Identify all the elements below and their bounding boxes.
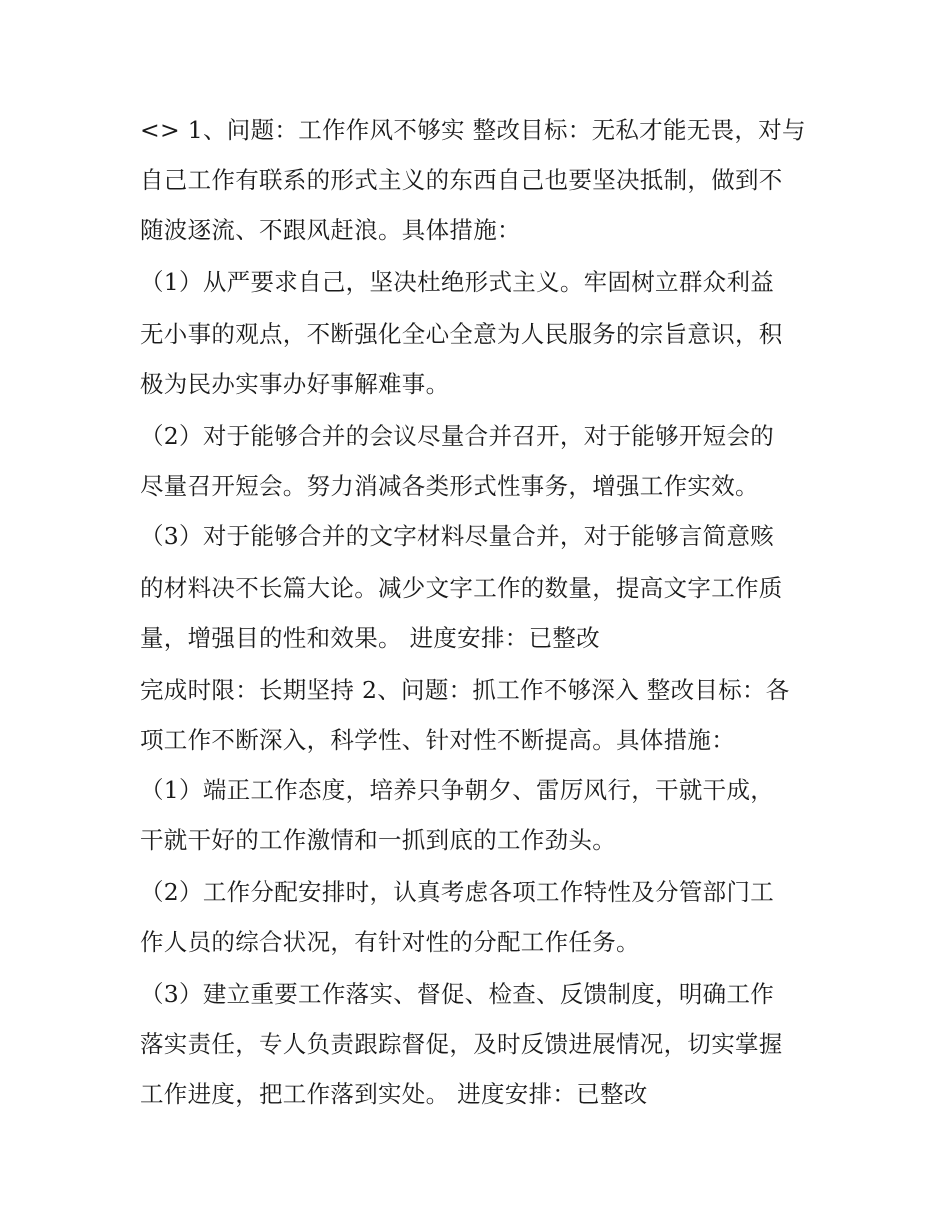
text-line: 落实责任，专人负责跟踪督促，及时反馈进展情况，切实掌握 bbox=[140, 1030, 783, 1058]
text-line: 的材料决不长篇大论。减少文字工作的数量，提高文字工作质 bbox=[140, 574, 783, 602]
text-line: 项工作不断深入，科学性、针对性不断提高。具体措施： bbox=[140, 726, 735, 754]
text-line: （1）从严要求自己，坚决杜绝形式主义。牢固树立群众利益 bbox=[140, 268, 775, 296]
text-line: 尽量召开短会。努力消减各类形式性事务，增强工作实效。 bbox=[140, 472, 759, 500]
text-line: 自己工作有联系的形式主义的东西自己也要坚决抵制，做到不 bbox=[140, 166, 783, 194]
text-line: 工作进度，把工作落到实处。 进度安排：已整改 bbox=[140, 1080, 648, 1108]
text-line: 无小事的观点，不断强化全心全意为人民服务的宗旨意识，积 bbox=[140, 320, 783, 348]
text-line: （2）对于能够合并的会议尽量合并召开，对于能够开短会的 bbox=[140, 422, 775, 450]
text-line: 随波逐流、不跟风赶浪。具体措施： bbox=[140, 216, 521, 244]
text-line: 干就干好的工作激情和一抓到底的工作劲头。 bbox=[140, 826, 616, 854]
text-line: <> 1、问题：工作作风不够实 整改目标：无私才能无畏，对与 bbox=[140, 116, 806, 144]
text-line: （2）工作分配安排时，认真考虑各项工作特性及分管部门工 bbox=[140, 878, 775, 906]
text-line: 作人员的综合状况，有针对性的分配工作任务。 bbox=[140, 928, 640, 956]
text-line: 极为民办实事办好事解难事。 bbox=[140, 370, 450, 398]
text-line: 完成时限：长期坚持 2、问题：抓工作不够深入 整改目标：各 bbox=[140, 676, 790, 704]
text-line: （3）对于能够合并的文字材料尽量合并，对于能够言简意赅 bbox=[140, 522, 775, 550]
text-line: （3）建立重要工作落实、督促、检查、反馈制度，明确工作 bbox=[140, 980, 775, 1008]
text-line: 量，增强目的性和效果。 进度安排：已整改 bbox=[140, 624, 600, 652]
text-line: （1）端正工作态度，培养只争朝夕、雷厉风行，干就干成， bbox=[140, 776, 775, 804]
